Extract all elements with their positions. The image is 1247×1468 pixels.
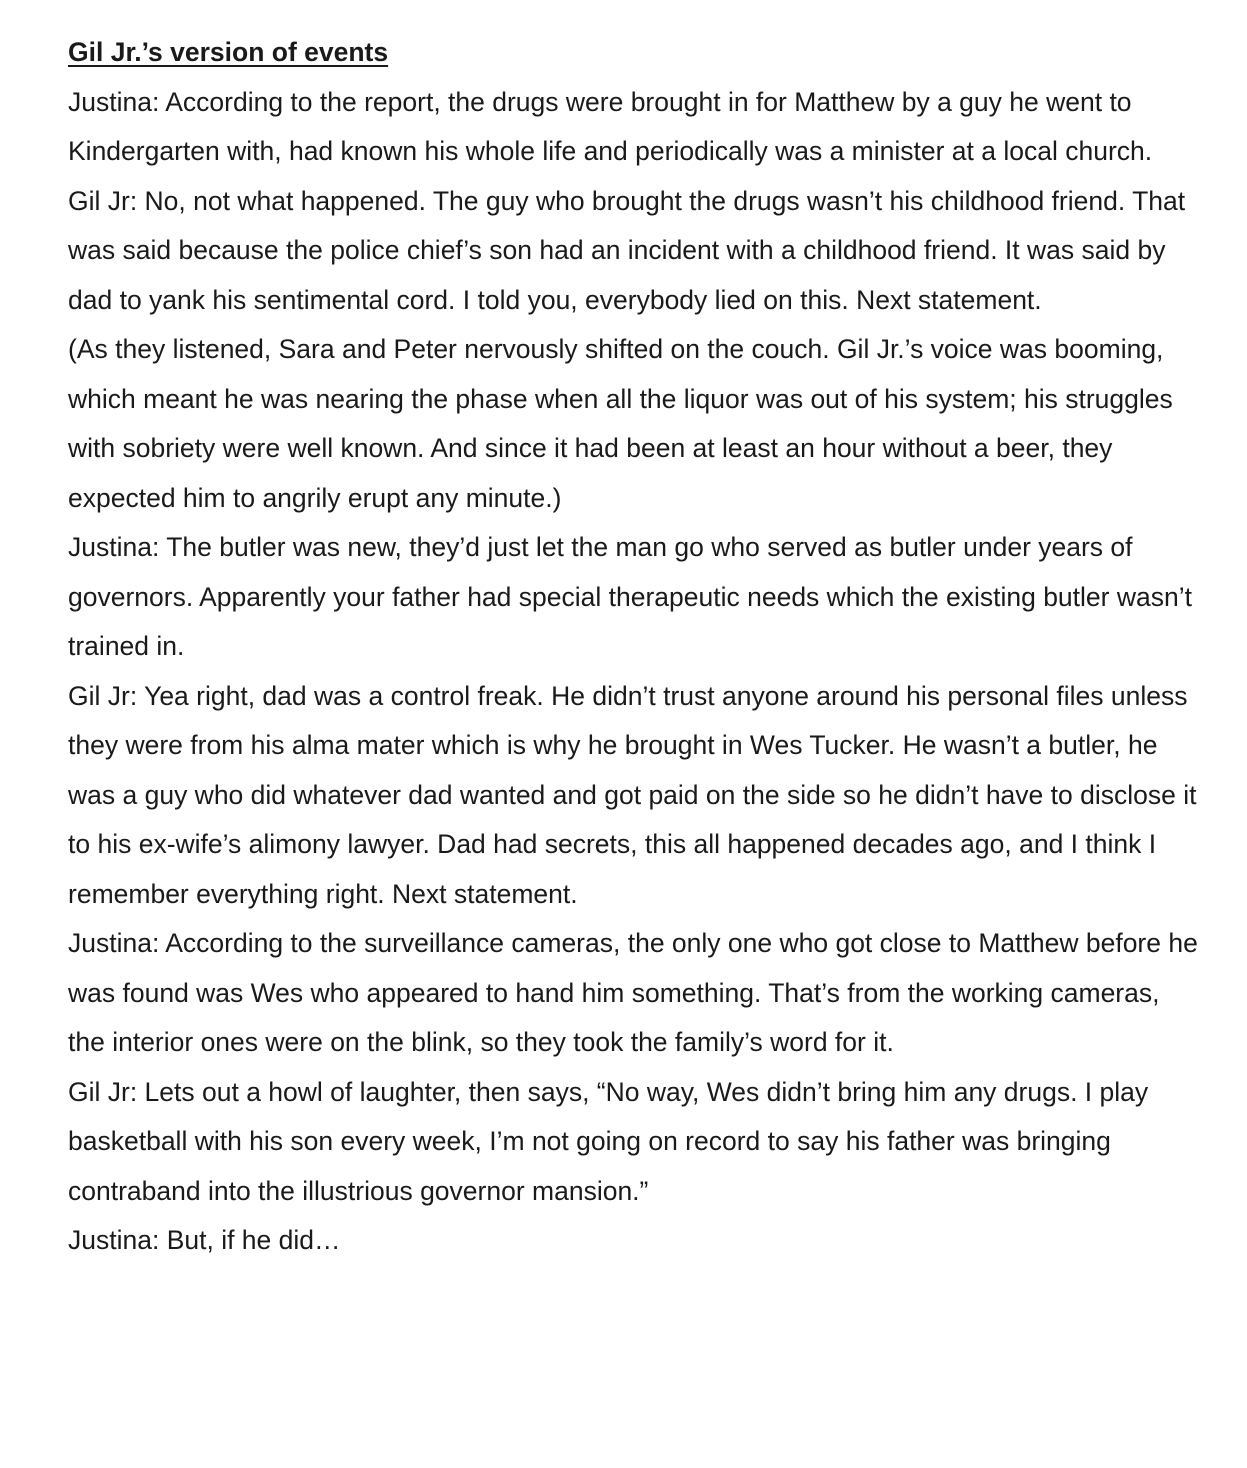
paragraph-justina-surveillance: Justina: According to the surveillance cameras, the only one who got close to Matthew before he was found was Wes who appeared to hand him something. That’s from the working cameras, the interior ones were on the blink, so they took the family’s word for it. (68, 928, 1198, 1057)
paragraph-narration-couch: (As they listened, Sara and Peter nervously shifted on the couch. Gil Jr.’s voice was booming, which meant he was nearing the phase when all the liquor was out of his system; his struggles with sobriety were well known. And since it had been at least an hour without a beer, they expected him to angrily erupt any minute.) (68, 334, 1173, 513)
paragraph-giljr-control-freak: Gil Jr: Yea right, dad was a control freak. He didn’t trust anyone around his personal files unless they were from his alma mater which is why he brought in Wes Tucker. He wasn’t a butler, he was a guy who did whatever dad wanted and got paid on the side so he didn’t have to disclose it to his ex-wife’s alimony lawyer. Dad had secrets, this all happened decades ago, and I think I remember everything right. Next statement. (68, 680, 1197, 909)
paragraph-giljr-laughter: Gil Jr: Lets out a howl of laughter, then says, “No way, Wes didn’t bring him any drugs. I play basketball with his son every week, I’m not going on record to say his father was bringing contraband into the illustrious governor mansion.” (68, 1076, 1149, 1206)
document-page (68, 28, 1198, 1266)
paragraph-justina-but-if: Justina: But, if he did… (68, 1225, 341, 1255)
document-heading: Gil Jr.’s version of events (68, 37, 389, 67)
paragraph-justina-report: Justina: According to the report, the drugs were brought in for Matthew by a guy he went to Kindergarten with, had known his whole life and periodically was a minister at a local church. (68, 86, 1153, 166)
paragraph-giljr-not-what-happened: Gil Jr: No, not what happened. The guy who brought the drugs wasn’t his childhood friend. That was said because the police chief’s son had an incident with a childhood friend. It was said by dad to yank his sentimental cord. I told you, everybody lied on this. Next statement. (68, 185, 1186, 315)
paragraph-justina-butler: Justina: The butler was new, they’d just let the man go who served as butler under years of governors. Apparently your father had special therapeutic needs which the existing butler wasn’t trained in. (68, 532, 1192, 661)
